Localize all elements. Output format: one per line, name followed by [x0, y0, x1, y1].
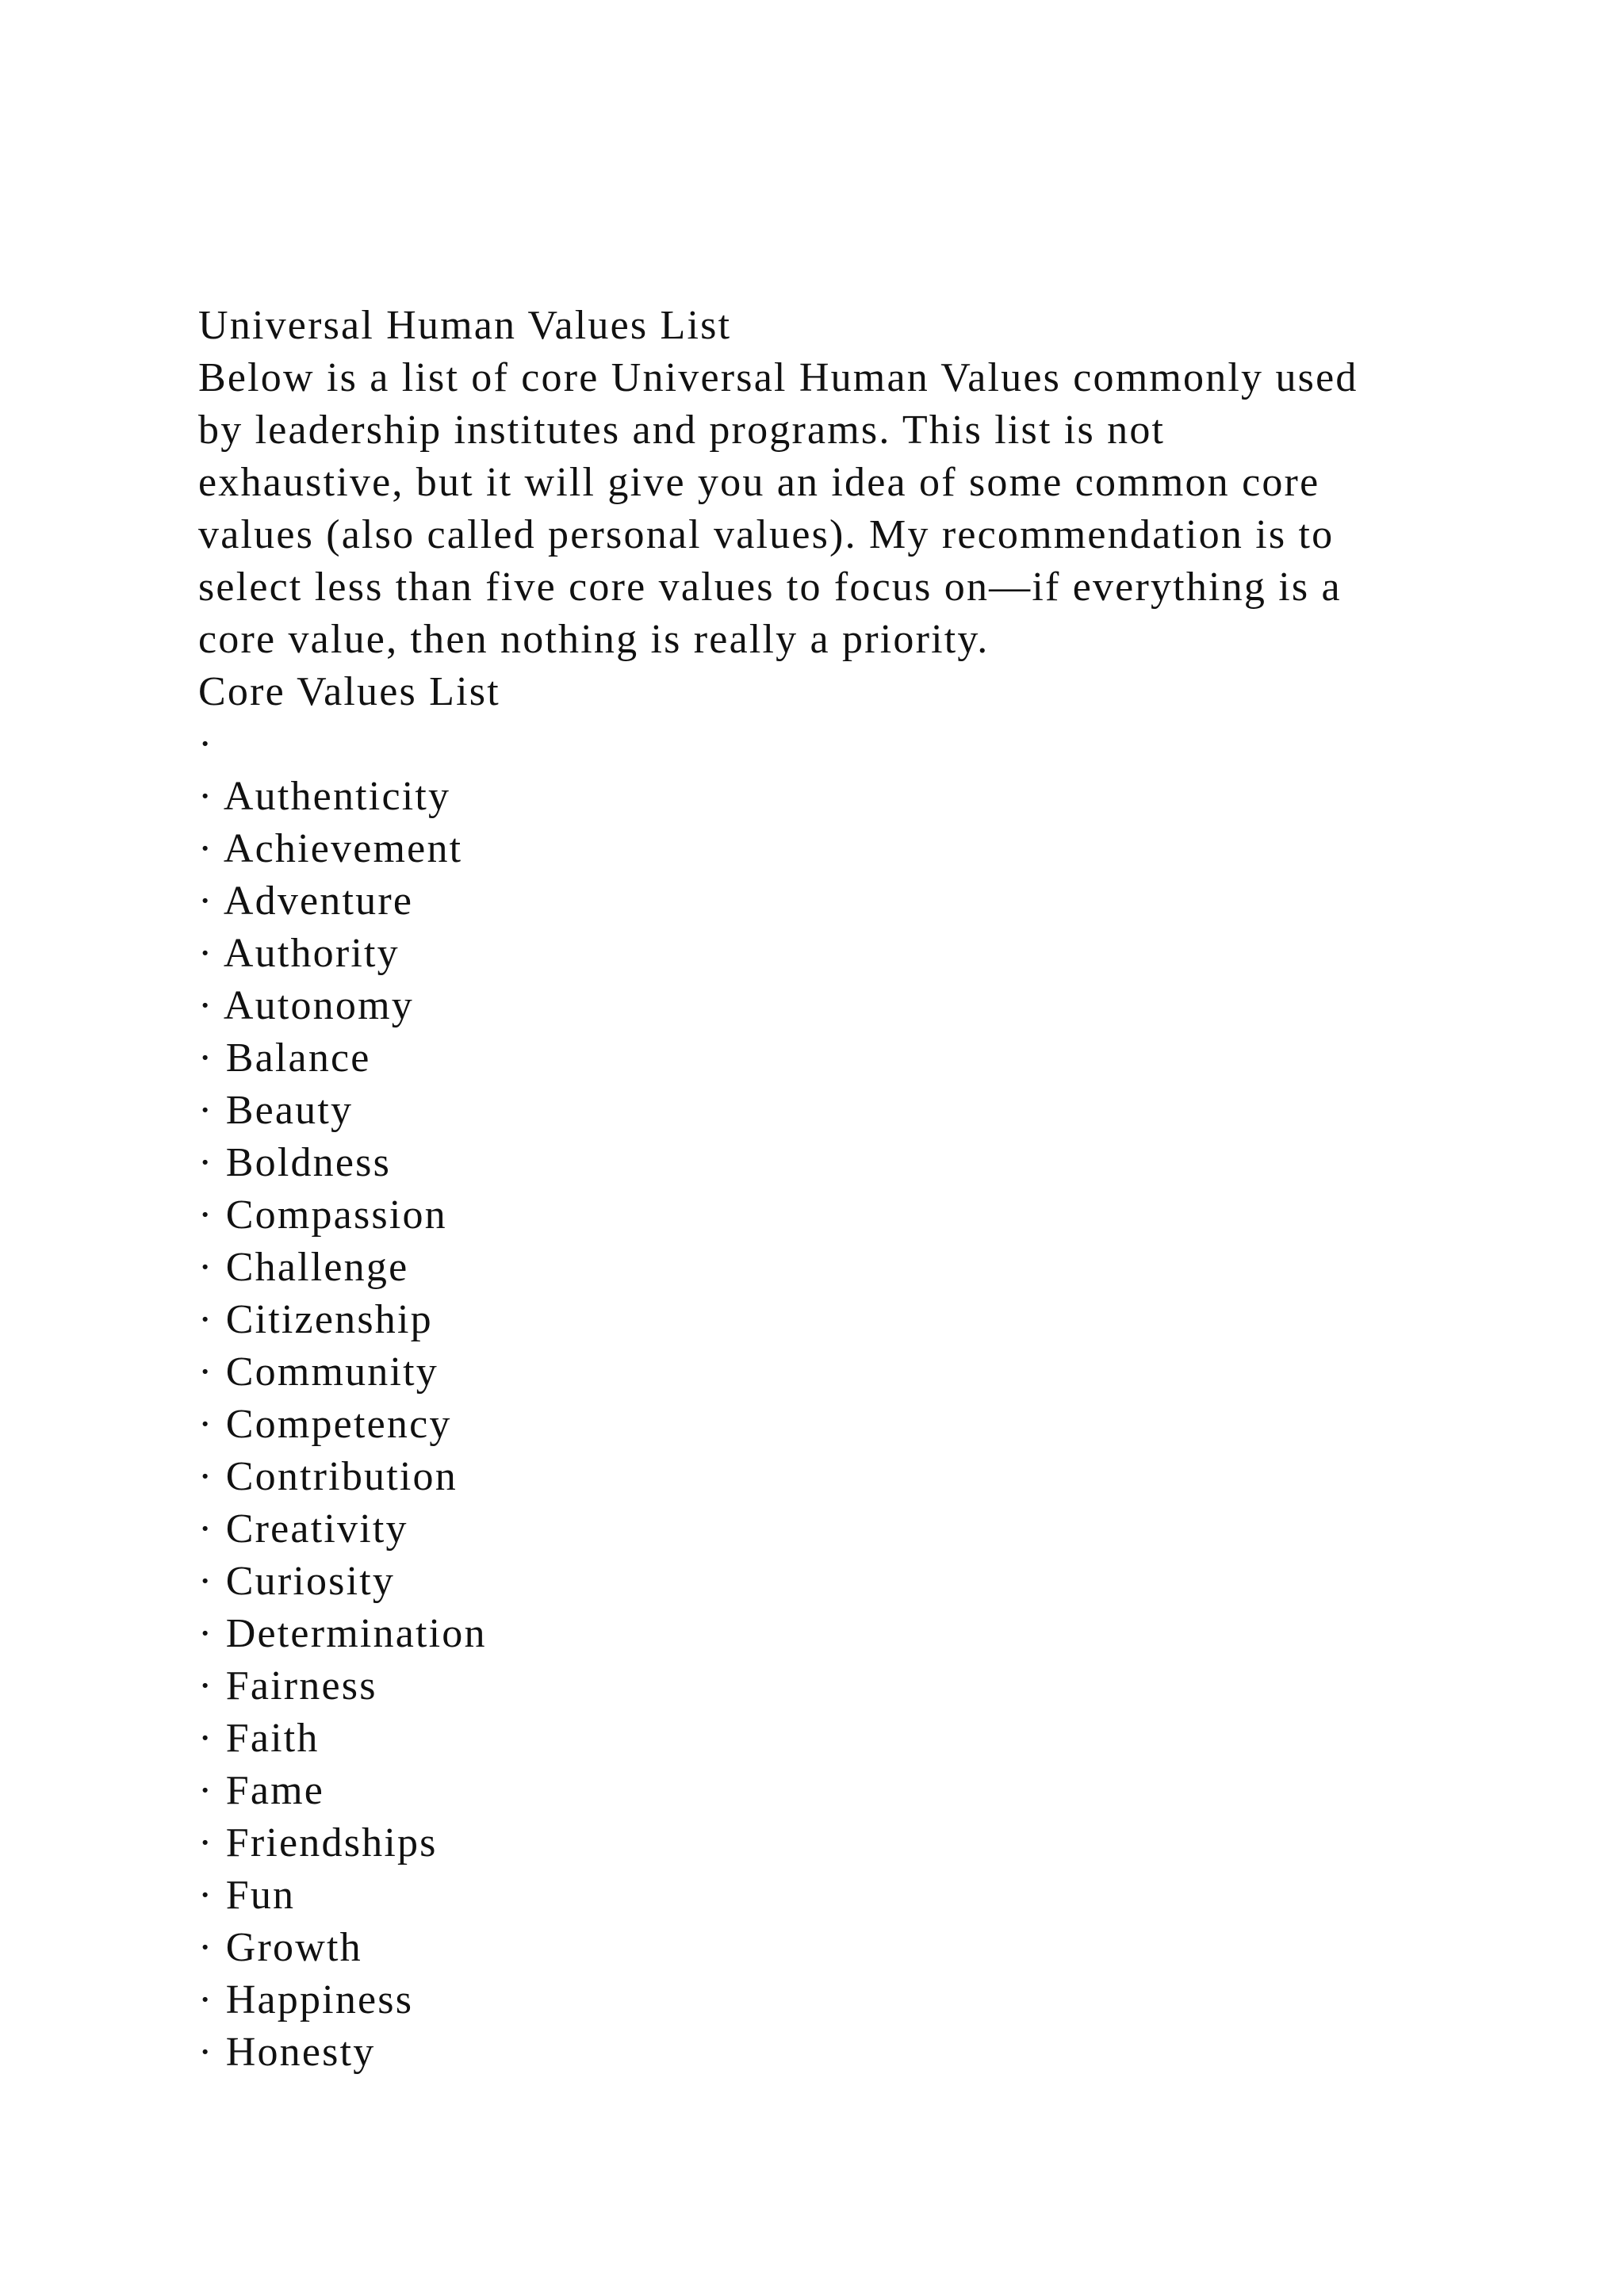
- bullet-icon: ·: [198, 1663, 214, 1709]
- bullet-icon: ·: [198, 1454, 214, 1499]
- bullet-icon: ·: [198, 1245, 214, 1290]
- list-item: [198, 1974, 1483, 2026]
- list-item: [198, 2026, 1483, 2079]
- list-item-label: Contribution: [225, 1454, 458, 1499]
- list-item: [198, 1608, 1483, 1660]
- list-item-label: Achievement: [223, 826, 463, 871]
- bullet-icon: ·: [198, 1977, 214, 2022]
- intro-line: select less than five core values to focus on—if everything is a: [198, 564, 1342, 610]
- list-item-label: Compassion: [225, 1192, 447, 1238]
- list-item: [198, 1399, 1483, 1451]
- list-item-label: Fairness: [225, 1663, 377, 1709]
- intro-line: core value, then nothing is really a priority.: [198, 617, 990, 662]
- list-item-label: Community: [225, 1349, 439, 1395]
- document-title: Universal Human Values List: [198, 303, 732, 348]
- intro-paragraph: [198, 352, 1483, 666]
- list-item-label: Beauty: [225, 1088, 354, 1133]
- list-item-label: Competency: [225, 1402, 452, 1447]
- list-item-label: Creativity: [225, 1506, 408, 1552]
- list-item: [198, 771, 1483, 823]
- list-item-label: Challenge: [225, 1245, 409, 1290]
- bullet-icon: ·: [198, 1035, 214, 1081]
- list-item-label: Authenticity: [223, 774, 451, 819]
- core-values-list: [198, 718, 1483, 2079]
- list-heading: Core Values List: [198, 669, 500, 714]
- list-item: [198, 1556, 1483, 1608]
- bullet-icon: ·: [198, 1925, 214, 1970]
- list-item-label: Curiosity: [225, 1559, 396, 1604]
- list-item: [198, 1660, 1483, 1712]
- bullet-icon: ·: [198, 1768, 214, 1813]
- list-item: [198, 1712, 1483, 1765]
- list-item: [198, 1242, 1483, 1294]
- list-item-label: Citizenship: [225, 1297, 433, 1342]
- bullet-icon: ·: [198, 721, 214, 767]
- bullet-icon: ·: [198, 2030, 214, 2075]
- list-item: [198, 718, 1483, 771]
- bullet-icon: ·: [198, 1192, 214, 1238]
- intro-line: exhaustive, but it will give you an idea of some common core: [198, 460, 1320, 505]
- list-item: [198, 1817, 1483, 1869]
- list-item: [198, 1032, 1483, 1085]
- list-item-label: Autonomy: [223, 983, 414, 1028]
- list-item: [198, 875, 1483, 928]
- list-item-label: Faith: [225, 1716, 320, 1761]
- bullet-icon: ·: [198, 983, 214, 1028]
- document-body: [198, 300, 1483, 2079]
- bullet-icon: ·: [198, 826, 214, 871]
- list-item: [198, 823, 1483, 875]
- bullet-icon: ·: [198, 1873, 214, 1918]
- bullet-icon: ·: [198, 1297, 214, 1342]
- bullet-icon: ·: [198, 1611, 214, 1656]
- list-item: [198, 980, 1483, 1032]
- intro-line: by leadership institutes and programs. This list is not: [198, 408, 1166, 453]
- intro-line: Below is a list of core Universal Human Values commonly used: [198, 355, 1358, 400]
- bullet-icon: ·: [198, 878, 214, 924]
- list-item-label: Balance: [225, 1035, 371, 1081]
- bullet-icon: ·: [198, 1088, 214, 1133]
- list-item-label: Honesty: [225, 2030, 376, 2075]
- list-item-label: Friendships: [225, 1820, 438, 1866]
- bullet-icon: ·: [198, 1716, 214, 1761]
- list-item: [198, 1922, 1483, 1974]
- bullet-icon: ·: [198, 1559, 214, 1604]
- list-item-label: Determination: [225, 1611, 487, 1656]
- list-item-label: Fame: [225, 1768, 325, 1813]
- list-item: [198, 1137, 1483, 1189]
- list-item-label: Growth: [225, 1925, 362, 1970]
- list-item: [198, 1346, 1483, 1399]
- list-item-label: Fun: [225, 1873, 296, 1918]
- list-item: [198, 1451, 1483, 1503]
- list-item-label: Happiness: [225, 1977, 414, 2022]
- list-item: [198, 1085, 1483, 1137]
- intro-line: values (also called personal values). My recommendation is to: [198, 512, 1335, 557]
- list-item: [198, 1503, 1483, 1556]
- bullet-icon: ·: [198, 1402, 214, 1447]
- list-item: [198, 1294, 1483, 1346]
- bullet-icon: ·: [198, 1140, 214, 1185]
- list-item-label: Authority: [223, 931, 400, 976]
- list-item-label: Adventure: [223, 878, 414, 924]
- list-item-label: Boldness: [225, 1140, 392, 1185]
- bullet-icon: ·: [198, 931, 214, 976]
- bullet-icon: ·: [198, 774, 214, 819]
- bullet-icon: ·: [198, 1349, 214, 1395]
- bullet-icon: ·: [198, 1506, 214, 1552]
- list-item: [198, 928, 1483, 980]
- list-item: [198, 1869, 1483, 1922]
- list-item: [198, 1765, 1483, 1817]
- list-item: [198, 1189, 1483, 1242]
- bullet-icon: ·: [198, 1820, 214, 1866]
